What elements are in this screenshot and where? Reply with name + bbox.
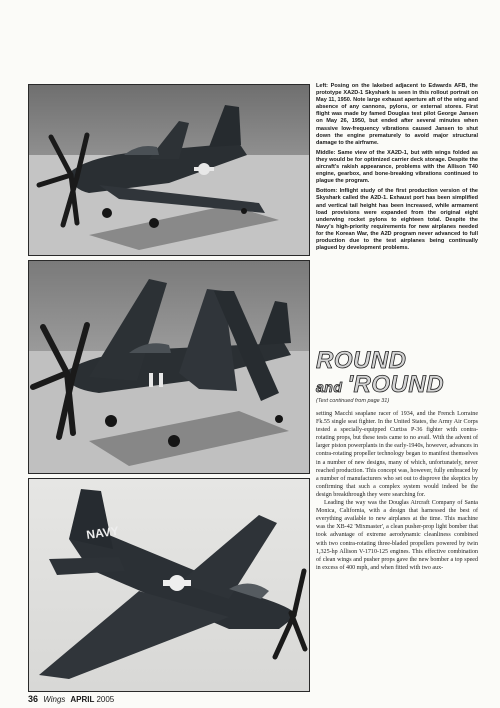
- headline-round: ROUND: [316, 347, 407, 374]
- caption-left: Left: Posing on the lakebed adjacent to Edwards AFB, the prototype XA2D-1 Skyshark is seen in this rollout portrait on May 11, 1950. Note large exhaust aperture aft of the wing and absence of any cannons, pylons, or external stores. First flight was made by famed Douglas test pilot George Jansen on May 26, 1950, but ended after several minutes when massive low-frequency vibrations caused Jansen to shut down the engine prematurely to avoid major structural damage to the airframe.: [316, 83, 478, 146]
- issue-month: APRIL: [70, 695, 95, 704]
- magazine-name: Wings: [43, 695, 66, 704]
- body-paragraph-1: setting Macchi seaplane racer of 1934, and the French Lorraine Fk.55 single seat fighter. In the United States, the Army Air Corps tested a specially-equipped Curtiss P-36 fighter with contra-rotating props, but these tests came to no avail. With the advent of larger piston powerplants in the early-1940s, however, advances in contra-rotating propeller technology began to manifest themselves in a number of new designs, many of which, unfortunately, never reached production. This concept was, however, fully embraced by a number of manufacturers who set out to disprove the skeptics by confirming that such a complex system would indeed be the design breakthrough they were searching for.: [316, 411, 479, 498]
- caption-bottom: Bottom: Inflight study of the first production version of the Skyshark called the A2D-1. Exhaust port has been simplified and vertical tail height has been increased, while armament load provisions were expanded from the original eight underwing rocket pylons to eighteen total. Despite the Navy's high-priority requirements for new airplanes needed for the Korean War, the A2D program never advanced to full production due to the test airplanes being continually plagued by development problems.: [316, 188, 478, 252]
- body-paragraph-2: Leading the way was the Douglas Aircraft Company of Santa Monica, California, with a design that harnessed the best of everything available to new airplanes at the time. This machine was the XB-42 'Mixmaster', a clean pusher-prop light bomber that took advantage of extreme aerodynamic cleanliness combined with two contra-rotating three-bladed propellers powered by twin 1,325-hp Allison V-1710-125 engines. This effective combination of clean wings and pusher props gave the new bomber a top speed in excess of 400 mph, and when fitted with two aux-: [316, 500, 478, 571]
- page-footer: [28, 694, 114, 704]
- photo-skyshark-rollout: [28, 84, 310, 256]
- photo-captions: [316, 83, 478, 255]
- headline-and: and: [316, 379, 343, 395]
- caption-middle: Middle: Same view of the XA2D-1, but with wings folded as they would be for optimized carrier deck storage. Despite the aircraft's rakish appearance, problems with the Allison T40 engine, gearbox, and bone-breaking vibrations continued to plague the program.: [316, 149, 478, 185]
- photo-skyshark-wings-folded: [28, 260, 310, 474]
- article-headline: [316, 348, 478, 405]
- issue-year: 2005: [96, 695, 115, 704]
- navy-tail-marking: NAVY: [85, 523, 120, 542]
- page-number: 36: [28, 694, 39, 704]
- headline-round-2: 'ROUND: [347, 371, 445, 398]
- article-body: [316, 410, 478, 572]
- photo-skyshark-inflight: [28, 478, 310, 692]
- continued-note: (Text continued from page 31): [316, 398, 390, 404]
